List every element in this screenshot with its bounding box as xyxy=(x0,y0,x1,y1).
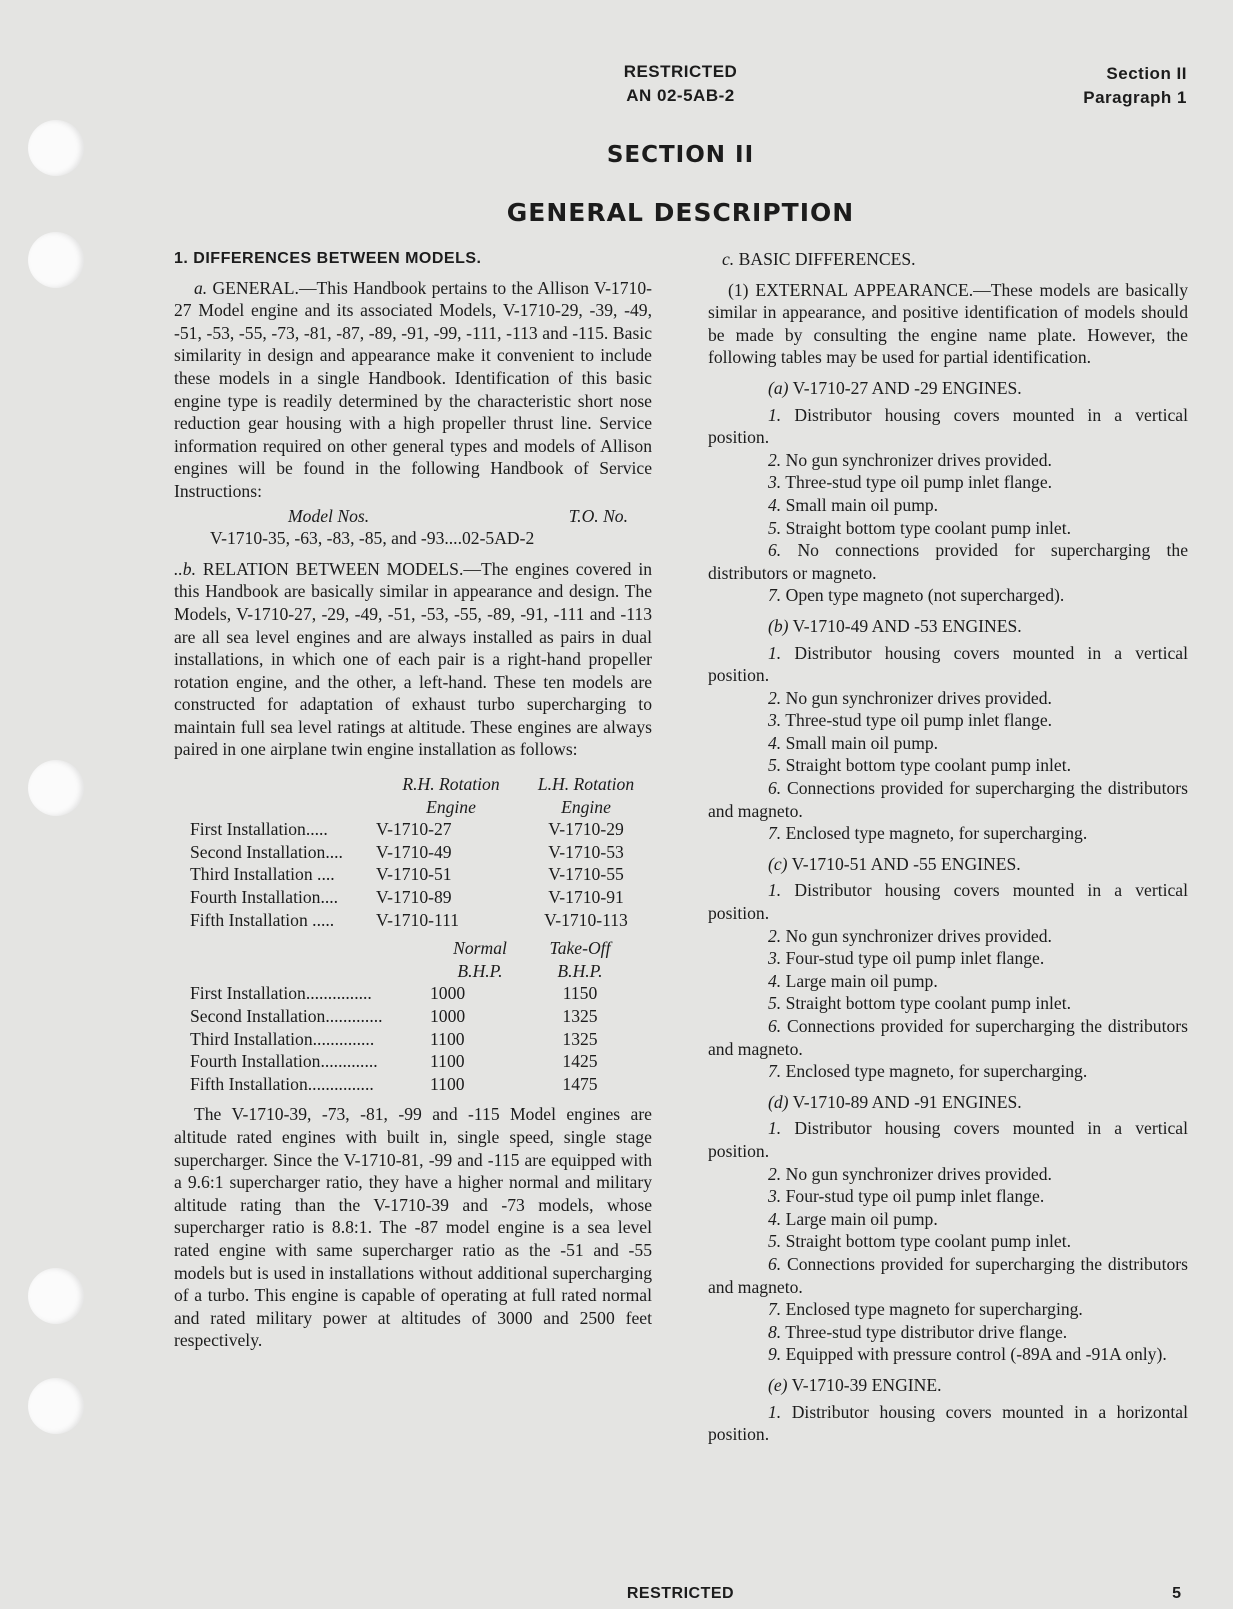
bhp-takeoff: 1425 xyxy=(562,1051,598,1072)
bhp-installation: First Installation............... xyxy=(190,983,372,1004)
list-item-number: 5. xyxy=(768,517,782,538)
list-item xyxy=(708,970,1188,993)
list-item-text: Straight bottom type coolant pump inlet. xyxy=(785,517,1071,538)
heading-basic-differences xyxy=(708,248,1188,271)
list-item-number: 2. xyxy=(768,925,782,946)
bhp-takeoff: 1475 xyxy=(562,1073,598,1094)
rotation-installation: First Installation..... xyxy=(190,819,328,840)
table-row xyxy=(190,863,646,886)
list-item-number: 5. xyxy=(768,755,782,776)
table-row xyxy=(190,982,630,1005)
bhp-table xyxy=(190,937,630,1095)
engine-group-label: (d) xyxy=(768,1091,789,1112)
engine-group-label: (e) xyxy=(768,1374,788,1395)
to-head-model: Model Nos. xyxy=(288,505,370,526)
list-item xyxy=(708,642,1188,687)
engine-group-title: V-1710-89 AND -91 ENGINES. xyxy=(792,1091,1022,1112)
rotation-lh: V-1710-55 xyxy=(548,864,624,885)
bhp-normal: 1100 xyxy=(430,1051,465,1072)
rotation-head-lh: L.H. Rotation xyxy=(537,774,635,795)
main-title: GENERAL DESCRIPTION xyxy=(506,198,855,227)
list-item-number: 7. xyxy=(768,823,782,844)
list-item xyxy=(708,992,1188,1015)
list-item-text: Straight bottom type coolant pump inlet. xyxy=(785,1231,1071,1252)
list-item xyxy=(708,584,1188,607)
rotation-rh: V-1710-27 xyxy=(376,819,452,840)
engine-group-heading xyxy=(708,1374,1188,1397)
rotation-lh: V-1710-91 xyxy=(548,887,624,908)
to-head-no: T.O. No. xyxy=(568,505,628,526)
list-item-number: 3. xyxy=(768,1186,782,1207)
rotation-head-rh2: Engine xyxy=(426,796,476,817)
list-item-text: Distributor housing covers mounted in a vertical position. xyxy=(708,1118,1188,1161)
list-item-number: 4. xyxy=(768,732,782,753)
list-item-number: 4. xyxy=(768,494,782,515)
list-item-text: No gun synchronizer drives provided. xyxy=(785,925,1052,946)
list-item-number: 4. xyxy=(768,970,782,991)
list-item-number: 6. xyxy=(768,1016,782,1036)
list-item-text: Small main oil pump. xyxy=(785,494,939,515)
table-row xyxy=(190,1073,630,1096)
list-item xyxy=(708,754,1188,777)
list-item xyxy=(708,1298,1188,1321)
table-row xyxy=(190,841,646,864)
list-item xyxy=(708,1117,1188,1162)
punch-hole xyxy=(28,760,84,816)
rotation-rh: V-1710-89 xyxy=(376,887,452,908)
rotation-lh: V-1710-53 xyxy=(548,841,624,862)
table-row xyxy=(190,1005,630,1028)
list-item xyxy=(708,539,1188,584)
list-item-text: Three-stud type oil pump inlet flange. xyxy=(785,710,1053,731)
bhp-installation: Second Installation............. xyxy=(190,1006,383,1026)
paragraph-b-label: ..b. xyxy=(174,558,196,579)
list-item xyxy=(708,732,1188,755)
list-item xyxy=(708,1185,1188,1208)
list-item-number: 6. xyxy=(768,540,782,561)
rotation-installation: Third Installation .... xyxy=(190,864,335,885)
right-column xyxy=(708,248,1188,1446)
list-item-number: 7. xyxy=(768,1061,782,1082)
engine-group-title: V-1710-51 AND -55 ENGINES. xyxy=(791,853,1021,874)
list-item-text: Three-stud type distributor drive flange. xyxy=(785,1321,1068,1342)
paragraph-a-label: a. xyxy=(194,277,208,298)
list-item xyxy=(708,1015,1188,1060)
list-item xyxy=(708,494,1188,517)
paragraph-b-text: RELATION BETWEEN MODELS.—The engines covered in this Handbook are basically similar in appearance and design. The Models, V-1710-27, -29, -49, -51, -53, -55, -89, -91, -111 and -113 are all sea level engines and are always installed as pairs in dual installations, in which one of each pair is a right-hand propeller rotation engine, and the other, a left-hand. These ten models are constructed for adaptation of exhaust turbo supercharging to maintain full sea level ratings at altitude. These engines are always paired in one airplane twin engine installation as follows: xyxy=(174,558,653,760)
list-item-text: No gun synchronizer drives provided. xyxy=(785,687,1052,708)
to-row: V-1710-35, -63, -83, -85, and -93....02-5AD-2 xyxy=(210,528,535,549)
engine-group-title: V-1710-39 ENGINE. xyxy=(791,1374,942,1395)
paragraph-a-text: GENERAL.—This Handbook pertains to the Allison V-1710-27 Model engine and its associated Models, V-1710-29, -39, -49, -51, -53, -55, -73, -81, -87, -89, -91, -99, -111, -113 and -115. Basic similarity in design and appearance make it convenient to include these models in a single Handbook. Identification of this basic engine type is readily determined by the characteristic short nose reduction gear housing with a high propeller thrust line. Service information required on other general types and models of Allison engines will be found in the following Handbook of Service Instructions: xyxy=(174,277,652,501)
rotation-rh: V-1710-49 xyxy=(376,841,452,862)
rotation-head-rh: R.H. Rotation xyxy=(402,774,500,795)
list-item-number: 2. xyxy=(768,449,782,470)
list-item-number: 6. xyxy=(768,1253,782,1274)
list-item xyxy=(708,709,1188,732)
table-row xyxy=(190,909,646,932)
section-title: SECTION II xyxy=(606,142,755,168)
header-doc-number: AN 02-5AB-2 xyxy=(626,86,735,105)
rotation-lh: V-1710-113 xyxy=(544,909,628,930)
list-item-text: Distributor housing covers mounted in a vertical position. xyxy=(708,880,1188,924)
list-item xyxy=(708,822,1188,845)
list-item xyxy=(708,947,1188,970)
list-item-text: Enclosed type magneto, for supercharging. xyxy=(785,823,1088,844)
rotation-rh: V-1710-111 xyxy=(376,909,460,930)
list-item-number: 1. xyxy=(768,642,782,663)
engine-group-heading xyxy=(708,615,1188,638)
footer-classification: RESTRICTED xyxy=(626,1585,735,1602)
list-item-text: Distributor housing covers mounted in a vertical position. xyxy=(708,404,1188,448)
rotation-table xyxy=(190,773,646,931)
rotation-lh: V-1710-29 xyxy=(548,819,624,840)
list-item-text: Connections provided for supercharging the distributors and magneto. xyxy=(708,1016,1188,1059)
list-item-text: Open type magneto (not supercharged). xyxy=(785,585,1065,606)
list-item-text: Large main oil pump. xyxy=(785,970,938,991)
list-item-number: 4. xyxy=(768,1208,782,1229)
engine-group-label: (a) xyxy=(768,377,789,398)
list-item-text: Large main oil pump. xyxy=(785,1208,938,1229)
list-item-text: Equipped with pressure control (-89A and -91A only). xyxy=(785,1344,1167,1365)
list-item xyxy=(708,777,1188,822)
paragraph-b xyxy=(174,558,652,761)
list-item-number: 3. xyxy=(768,948,782,969)
list-item-text: Four-stud type oil pump inlet flange. xyxy=(785,1186,1045,1207)
bhp-normal: 1000 xyxy=(430,1006,466,1026)
list-item-text: No gun synchronizer drives provided. xyxy=(785,449,1052,470)
list-item-text: Connections provided for supercharging the distributors and magneto. xyxy=(708,778,1188,821)
punch-hole xyxy=(28,1268,84,1324)
bhp-head-takeoff: Take-Off xyxy=(549,938,611,959)
list-item xyxy=(708,1253,1188,1298)
list-item-number: 1. xyxy=(768,404,782,425)
list-item xyxy=(708,687,1188,710)
list-item-number: 7. xyxy=(768,585,782,606)
list-item-text: Straight bottom type coolant pump inlet. xyxy=(785,993,1071,1014)
list-item xyxy=(708,1401,1188,1446)
engine-group-heading xyxy=(708,1091,1188,1114)
bhp-head-normal2: B.H.P. xyxy=(457,960,503,981)
bhp-takeoff: 1325 xyxy=(562,1028,598,1049)
engine-groups xyxy=(708,369,1188,1446)
bhp-installation: Third Installation.............. xyxy=(190,1028,375,1049)
bhp-normal: 1000 xyxy=(430,983,466,1004)
list-item-number: 3. xyxy=(768,472,782,493)
list-item-number: 8. xyxy=(768,1321,782,1342)
list-item-text: Connections provided for supercharging the distributors and magneto. xyxy=(708,1253,1188,1297)
header-section: Section II xyxy=(1106,64,1187,83)
paragraph-a xyxy=(174,277,652,503)
list-item-text: Enclosed type magneto, for supercharging. xyxy=(785,1061,1088,1082)
punch-hole xyxy=(28,1378,84,1434)
page-header-right xyxy=(1083,62,1187,110)
paragraph-altitude: The V-1710-39, -73, -81, -99 and -115 Model engines are altitude rated engines with built in, single speed, single stage supercharger. Since the V-1710-81, -99 and -115 are equipped with a 9.6:1 supercharger ratio, they have a higher normal and military altitude rating than the V-1710-39 and -73 models, whose supercharger ratio is 8.8:1. The -87 model engine is a sea level rated engine with same supercharger ratio as the -51 and -55 models but is used in installations without additional supercharging of a turbo. This engine is capable of operating at full rated normal and rated military power at altitudes of 3000 and 2500 feet respectively. xyxy=(174,1104,652,1351)
list-item xyxy=(708,1321,1188,1344)
engine-group-title: V-1710-27 AND -29 ENGINES. xyxy=(792,377,1022,398)
rotation-installation: Fourth Installation.... xyxy=(190,887,339,908)
bhp-takeoff: 1150 xyxy=(562,983,598,1004)
bhp-normal: 1100 xyxy=(430,1073,465,1094)
list-item-number: 1. xyxy=(768,1118,782,1139)
list-item xyxy=(708,1060,1188,1083)
bhp-head-takeoff2: B.H.P. xyxy=(557,960,603,981)
list-item-number: 3. xyxy=(768,710,782,731)
list-item-text: Small main oil pump. xyxy=(785,732,939,753)
rotation-installation: Fifth Installation ..... xyxy=(190,909,335,930)
rotation-rh: V-1710-51 xyxy=(376,864,452,885)
page-header-center xyxy=(0,60,1233,108)
list-item-text: No connections provided for supercharging the distributors or magneto. xyxy=(708,540,1188,583)
table-row xyxy=(190,1028,630,1051)
rotation-head-lh2: Engine xyxy=(561,796,611,817)
list-item-number: 6. xyxy=(768,778,782,799)
list-item xyxy=(708,1208,1188,1231)
list-item-number: 2. xyxy=(768,687,782,708)
list-item xyxy=(708,1163,1188,1186)
list-item-number: 5. xyxy=(768,1231,782,1252)
list-item-text: Four-stud type oil pump inlet flange. xyxy=(785,948,1045,969)
list-item-number: 2. xyxy=(768,1163,782,1184)
table-row xyxy=(190,818,646,841)
list-item-text: Straight bottom type coolant pump inlet. xyxy=(785,755,1071,776)
engine-group-label: (b) xyxy=(768,615,789,636)
list-item-text: Three-stud type oil pump inlet flange. xyxy=(785,472,1053,493)
c-title: BASIC DIFFERENCES. xyxy=(738,249,916,269)
list-item-number: 1. xyxy=(768,880,782,901)
list-item-text: Enclosed type magneto for supercharging. xyxy=(785,1299,1083,1320)
engine-group-heading xyxy=(708,377,1188,400)
list-item-number: 7. xyxy=(768,1299,782,1320)
list-item-text: Distributor housing covers mounted in a vertical position. xyxy=(708,642,1188,686)
header-paragraph: Paragraph 1 xyxy=(1083,88,1187,107)
list-item xyxy=(708,404,1188,449)
bhp-installation: Fifth Installation............... xyxy=(190,1073,374,1094)
list-item-number: 5. xyxy=(768,993,782,1014)
heading-differences: 1. DIFFERENCES BETWEEN MODELS. xyxy=(174,250,482,267)
engine-group-label: (c) xyxy=(768,853,788,874)
list-item xyxy=(708,1230,1188,1253)
engine-group-heading xyxy=(708,853,1188,876)
list-item-number: 1. xyxy=(768,1401,782,1422)
list-item xyxy=(708,879,1188,924)
list-item-text: No gun synchronizer drives provided. xyxy=(785,1163,1052,1184)
left-column xyxy=(174,248,652,1352)
c-label: c. xyxy=(722,249,735,269)
header-classification: RESTRICTED xyxy=(623,62,738,81)
rotation-installation: Second Installation.... xyxy=(190,841,343,862)
bhp-installation: Fourth Installation............. xyxy=(190,1051,378,1072)
list-item xyxy=(708,471,1188,494)
table-row xyxy=(190,886,646,909)
list-item xyxy=(708,925,1188,948)
engine-group-title: V-1710-49 AND -53 ENGINES. xyxy=(792,615,1022,636)
list-item xyxy=(708,517,1188,540)
page-number: 5 xyxy=(1172,1585,1181,1602)
bhp-head-normal: Normal xyxy=(453,938,507,959)
external-appearance: (1) EXTERNAL APPEARANCE.—These models are basically similar in appearance, and positive identification of models should be made by consulting the engine name plate. However, the following tables may be used for partial identification. xyxy=(708,279,1188,368)
list-item xyxy=(708,449,1188,472)
list-item xyxy=(708,1343,1188,1366)
bhp-takeoff: 1325 xyxy=(562,1006,598,1026)
list-item-number: 9. xyxy=(768,1344,782,1365)
list-item-text: Distributor housing covers mounted in a horizontal position. xyxy=(708,1401,1188,1445)
table-row xyxy=(190,1050,630,1073)
punch-hole xyxy=(28,232,84,288)
bhp-normal: 1100 xyxy=(430,1028,465,1049)
to-table xyxy=(174,505,652,550)
